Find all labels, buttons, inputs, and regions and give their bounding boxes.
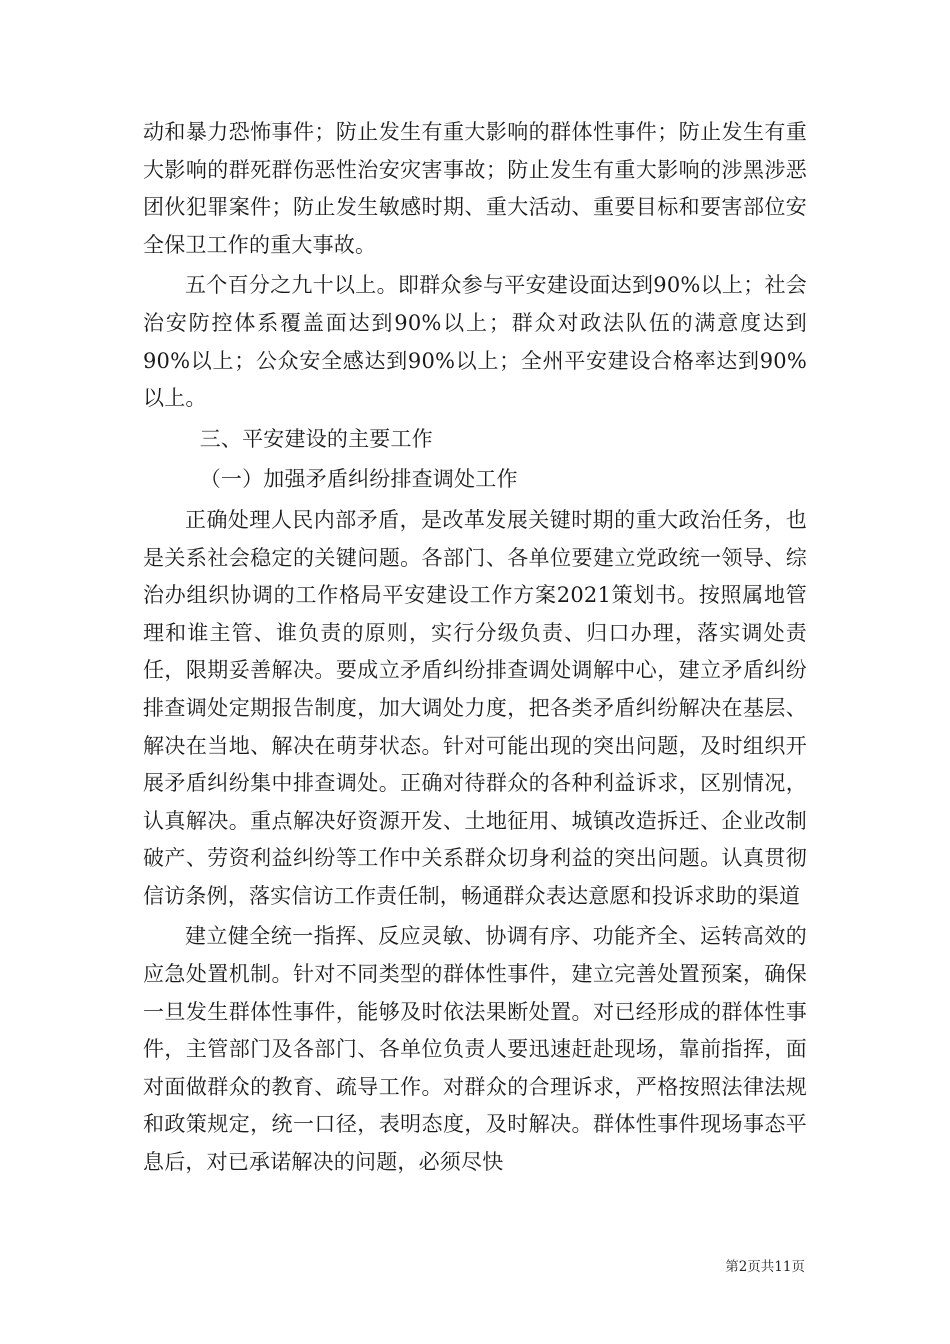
subsection-heading: （一）加强矛盾纠纷排查调处工作 (199, 467, 518, 492)
page-number: 第2页共11页 (725, 1259, 805, 1275)
paragraph-emergency-mechanism: 建立健全统一指挥、反应灵敏、协调有序、功能齐全、运转高效的应急处置机制。针对不同类型的群体性事件，建立完善处置预案，确保一旦发生群体性事件，能够及时依法果断处置。对已经形成的群体性事件，主管部门及各部门、各单位负责人要迅速赶赴现场，靠前指挥，面对面做群众的教育、疏导工作。对群众的合理诉求，严格按照法律法规和政策规定，统一口径，表明态度，及时解决。群体性事件现场事态平息后，对已承诺解决的问题，必须尽快 (143, 924, 807, 1175)
section-heading: 三、平安建设的主要工作 (199, 426, 433, 451)
document-body (143, 114, 807, 1185)
paragraph-targets: 五个百分之九十以上。即群众参与平安建设面达到90%以上；社会治安防控体系覆盖面达到90%以上；群众对政法队伍的满意度达到90%以上；公众安全感达到90%以上；全州平安建设合格率达到90%以上。 (143, 273, 808, 411)
paragraph-dispute-resolution: 正确处理人民内部矛盾，是改革发展关键时期的重大政治任务，也是关系社会稳定的关键问题。各部门、各单位要建立党政统一领导、综治办组织协调的工作格局平安建设工作方案2021策划书。按照属地管理和谁主管、谁负责的原则，实行分级负责、归口办理，落实调处责任，限期妥善解决。要成立矛盾纠纷排查调处调解中心，建立矛盾纠纷排查调处定期报告制度，加大调处力度，把各类矛盾纠纷解决在基层、解决在当地、解决在萌芽状态。针对可能出现的突出问题，及时组织开展矛盾纠纷集中排查调处。正确对待群众的各种利益诉求，区别情况，认真解决。重点解决好资源开发、土地征用、城镇改造拆迁、企业改制破产、劳资利益纠纷等工作中关系群众切身利益的突出问题。认真贯彻信访条例，落实信访工作责任制，畅通群众表达意愿和投诉求助的渠道 (143, 507, 807, 908)
paragraph-continuation: 动和暴力恐怖事件；防止发生有重大影响的群体性事件；防止发生有重大影响的群死群伤恶性治安灾害事故；防止发生有重大影响的涉黑涉恶团伙犯罪案件；防止发生敏感时期、重大活动、重要目标和要害部位安全保卫工作的重大事故。 (143, 120, 807, 257)
